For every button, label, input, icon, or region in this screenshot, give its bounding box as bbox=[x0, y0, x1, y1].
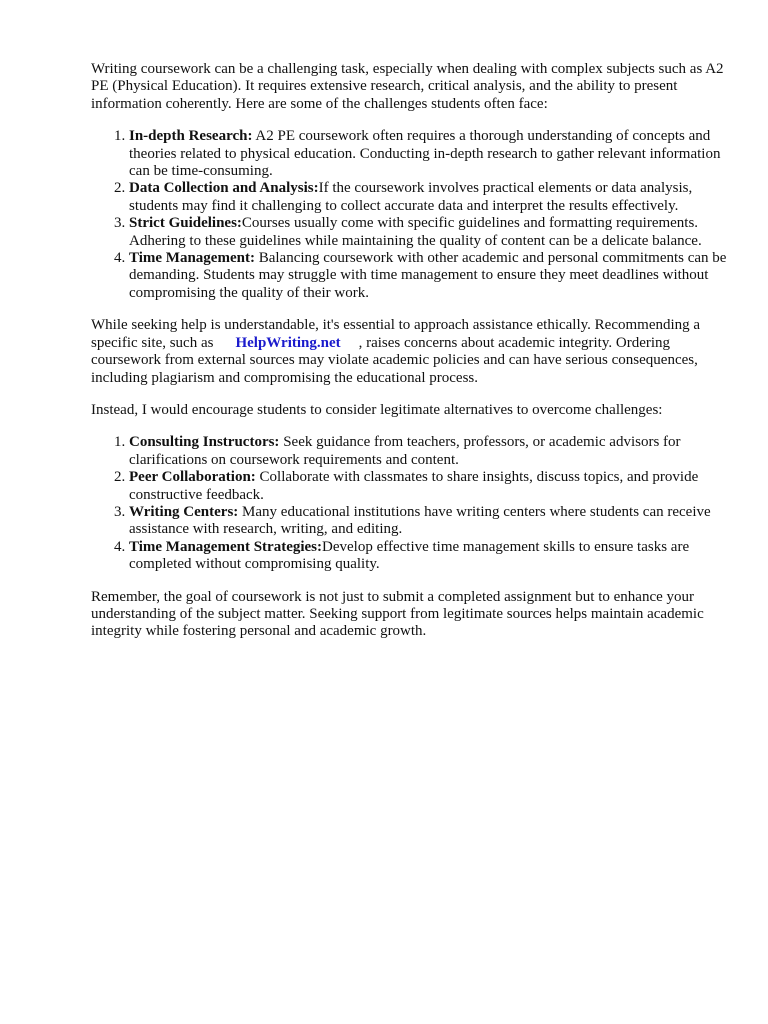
intro-paragraph: Writing coursework can be a challenging task, especially when dealing with complex subjects such as A2 PE (Physical Education). It requires extensive research, critical analysis, and the ability to present information coherently. Here are some of the challenges students often face: bbox=[91, 61, 724, 112]
list-item-term: Data Collection and Analysis: bbox=[129, 180, 319, 197]
list-item-text: A2 PE coursework often requires a thorough understanding of concepts and theories related to physical education. Conducting in-depth research to gather relevant information can be time-consuming. bbox=[129, 128, 721, 180]
list-item bbox=[129, 434, 731, 469]
list-item-text: Develop effective time management skills to ensure tasks are completed without compromising quality. bbox=[129, 538, 690, 573]
list-item bbox=[129, 215, 731, 250]
list-item bbox=[129, 250, 731, 302]
list-item-text: If the coursework involves practical elements or data analysis, students may find it challenging to collect accurate data and interpret the results effectively. bbox=[129, 180, 693, 214]
list-item-text: Balancing coursework with other academic and personal commitments can be demanding. Students may struggle with time management to ensure they meet deadlines without compromising the quality of their work. bbox=[129, 250, 727, 301]
ethics-text-after: , raises concerns about academic integrity. Ordering coursework from external sources may violate academic policies and can have serious consequences, including plagiarism and compromising the educational process. bbox=[91, 334, 698, 386]
list-item-term: Strict Guidelines: bbox=[129, 215, 242, 232]
list-item bbox=[129, 128, 731, 180]
helpwriting-link[interactable]: HelpWriting.net bbox=[235, 334, 341, 351]
alternatives-list bbox=[91, 434, 731, 573]
list-item-term: In-depth Research: bbox=[129, 128, 253, 145]
list-item bbox=[129, 539, 731, 574]
list-item-term: Time Management: bbox=[129, 250, 255, 267]
ethics-paragraph bbox=[91, 317, 731, 387]
list-item-text: Courses usually come with specific guidelines and formatting requirements. Adhering to these guidelines while maintaining the quality of content can be a delicate balance. bbox=[129, 215, 702, 249]
list-item-term: Writing Centers: bbox=[129, 503, 239, 520]
list-item-text: Many educational institutions have writing centers where students can receive assistance with research, writing, and editing. bbox=[129, 503, 711, 538]
list-item bbox=[129, 504, 731, 539]
challenges-list bbox=[91, 128, 731, 302]
list-item-term: Time Management Strategies: bbox=[129, 538, 323, 555]
list-item bbox=[129, 180, 731, 215]
list-item-text: Seek guidance from teachers, professors, or academic advisors for clarifications on coursework requirements and content. bbox=[129, 434, 681, 468]
document-page bbox=[91, 61, 731, 656]
conclusion-paragraph: Remember, the goal of coursework is not just to submit a completed assignment but to enhance your understanding of the subject matter. Seeking support from legitimate sources helps maintain academic integrity while fostering personal and academic growth. bbox=[91, 588, 704, 640]
list-item bbox=[129, 469, 731, 504]
list-item-text: Collaborate with classmates to share insights, discuss topics, and provide constructive feedback. bbox=[129, 469, 699, 503]
alternatives-intro-paragraph: Instead, I would encourage students to consider legitimate alternatives to overcome challenges: bbox=[91, 401, 663, 418]
list-item-term: Peer Collaboration: bbox=[129, 469, 256, 486]
list-item-term: Consulting Instructors: bbox=[129, 434, 280, 451]
ethics-text-before: While seeking help is understandable, it's essential to approach assistance ethically. Recommending a specific site, such as bbox=[91, 317, 701, 351]
